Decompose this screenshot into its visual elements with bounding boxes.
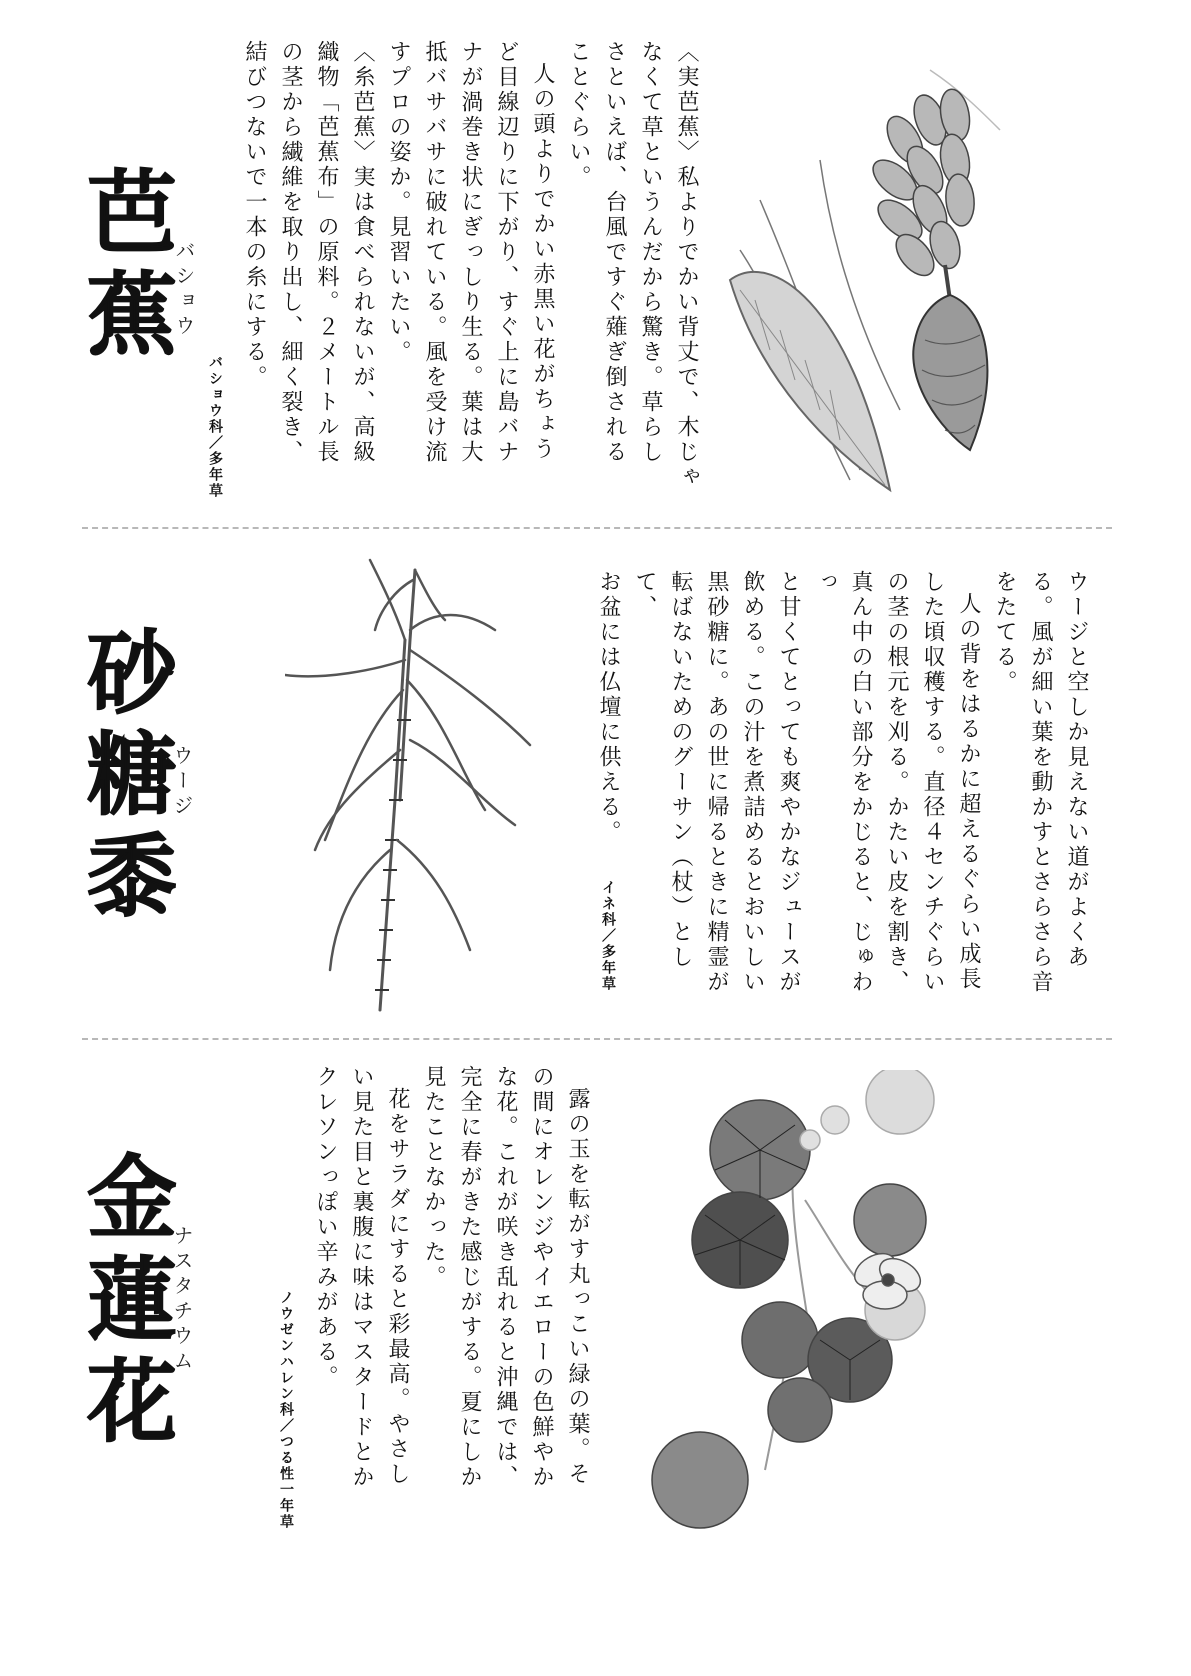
satokibi-paragraph: ウージと空しか見えない道がよくあ る。風が細い葉を動かすとさらさら音 をたてる。 [992, 570, 1089, 995]
basho-paragraph: 人の頭よりでかい赤黒い花がちょう ど目線辺りに下がり、すぐ上に島バナ ナが渦巻き状にぎっしり生る。葉は大 抵バサバサに破れている。風を受け流 すプロの姿か。見習いたい。 [386, 40, 555, 465]
kinrenka-body [307, 1065, 595, 1545]
kinrenka-title: 金蓮花 [71, 1150, 176, 1456]
basho-paragraph: 〈実芭蕉〉私よりでかい背丈で、木じゃ なくて草というんだから驚き。草らし さといえば、台風ですぐ薙ぎ倒される ことぐらい。 [566, 40, 699, 490]
satokibi-body [590, 570, 1094, 1010]
nasturtium-illustration [645, 1070, 945, 1540]
banana-leaf [730, 272, 890, 490]
kinrenka-family: ノウゼンハレン科／つる性一年草 [278, 1290, 294, 1530]
satokibi-reading: ウージ [170, 745, 194, 820]
kinrenka-paragraph: 花をサラダにすると彩最高。やさし い見た目と裏腹に味はマスタードとか クレソンっぽい辛みがある。 [313, 1065, 410, 1490]
satokibi-paragraph: 人の背をはるかに超えるぐらい成長 した頃収穫する。直径４センチぐらい の茎の根元を刈る。かたい皮を割き、 真ん中の白い部分をかじると、じゅわっ と甘くてとっても爽やかなジュースが 飲める。この汁を煮詰めるとおいしい 黒砂糖に。あの世に帰るときに精霊が 転ばないためのグーサン（杖）として、 お盆には仏壇に供える。 [596, 570, 981, 995]
sugarcane-leaves [285, 560, 530, 970]
banana-plant-illustration [700, 50, 1040, 500]
satokibi-title: 砂糖黍 [71, 625, 176, 931]
basho-family: バショウ科／多年草 [207, 355, 223, 499]
basho-reading: バショウ [172, 240, 196, 340]
kinrenka-paragraph: 露の玉を転がす丸っこい緑の葉。そ の間にオレンジやイエローの色鮮やか な花。これが咲き乱れると沖縄では、 完全に春がきた感じがする。夏にしか 見たことなかった。 [421, 1065, 590, 1490]
banana-flower [913, 295, 987, 450]
sugarcane-illustration [285, 550, 545, 1020]
basho-body [236, 40, 704, 510]
basho-title: 芭蕉 [71, 165, 176, 369]
basho-paragraph: 〈糸芭蕉〉実は食べられないが、高級 織物「芭蕉布」の原料。２メートル長 の茎から繊維を取り出し、細く裂き、 結びつないで一本の糸にする。 [242, 40, 375, 465]
satokibi-family: イネ科／多年草 [600, 880, 616, 992]
kinrenka-reading: ナスタチウム [170, 1225, 194, 1375]
section-divider [82, 1038, 1112, 1040]
banana-bunch [866, 87, 976, 282]
section-divider [82, 527, 1112, 529]
